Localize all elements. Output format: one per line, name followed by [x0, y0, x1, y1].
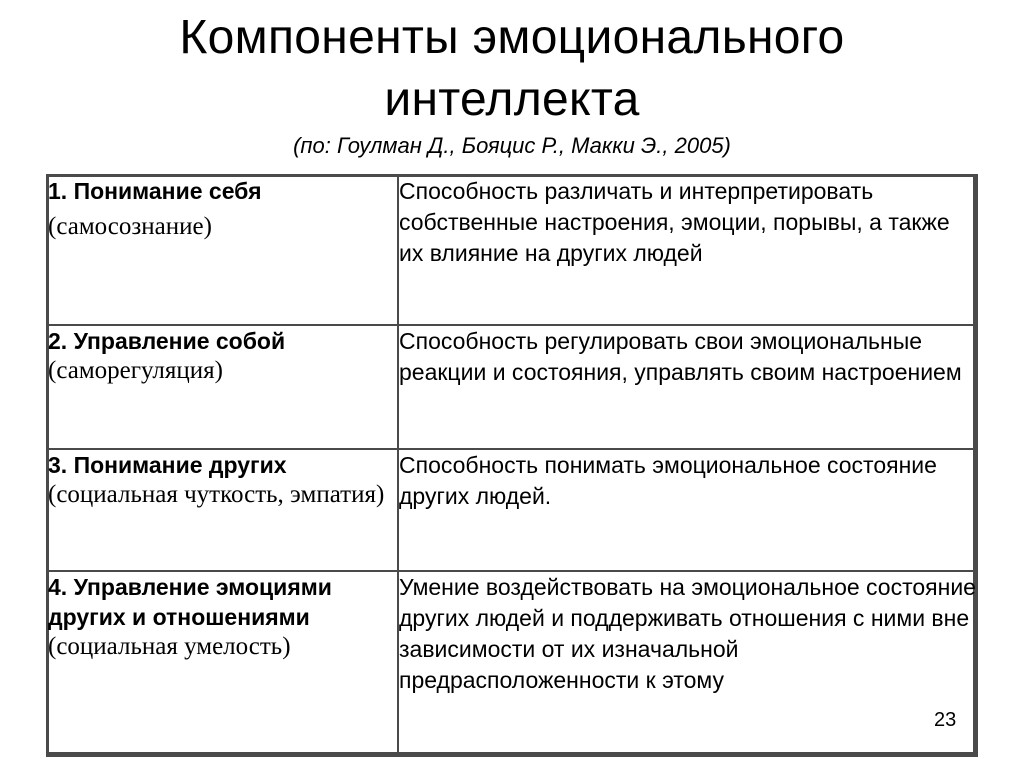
table-row — [47, 571, 977, 756]
component-description: Способность различать и интерпретировать собственные настроения, эмоции, порывы, а также их влияние на других людей — [399, 178, 950, 266]
component-description-cell — [398, 449, 977, 571]
component-name: 2. Управление собой — [48, 328, 286, 354]
component-description: Умение воздействовать на эмоциональное состояние других людей и поддерживать отношения с ними вне зависимости от их изначальной предрасположенности к этому — [399, 574, 976, 693]
component-name-cell — [47, 571, 398, 756]
component-name: 4. Управление эмоциями других и отношениями — [48, 574, 332, 630]
component-note: (социальная умелость) — [48, 633, 291, 660]
table-row — [47, 175, 977, 325]
slide-title-line-1: Компоненты эмоционального — [179, 11, 845, 64]
component-name: 3. Понимание других — [48, 452, 287, 478]
component-name-cell — [47, 325, 398, 449]
component-description-cell — [398, 571, 977, 756]
slide-subtitle: (по: Гоулман Д., Бояцис Р., Макки Э., 2005) — [293, 133, 731, 158]
component-description-cell — [398, 175, 977, 325]
component-note: (социальная чуткость, эмпатия) — [48, 481, 385, 508]
table-row — [47, 325, 977, 449]
component-name-cell — [47, 175, 398, 325]
component-description-cell — [398, 325, 977, 449]
components-table — [46, 174, 978, 757]
page-number: 23 — [934, 709, 957, 731]
component-note: (саморегуляция) — [48, 357, 223, 384]
component-description: Способность регулировать свои эмоциональные реакции и состояния, управлять своим настроением — [399, 328, 962, 385]
component-note: (самосознание) — [48, 213, 212, 240]
component-name: 1. Понимание себя — [48, 178, 262, 204]
component-description: Способность понимать эмоциональное состояние других людей. — [399, 452, 937, 509]
table-row — [47, 449, 977, 571]
slide-title-line-2: интеллекта — [384, 73, 640, 126]
component-name-cell — [47, 449, 398, 571]
